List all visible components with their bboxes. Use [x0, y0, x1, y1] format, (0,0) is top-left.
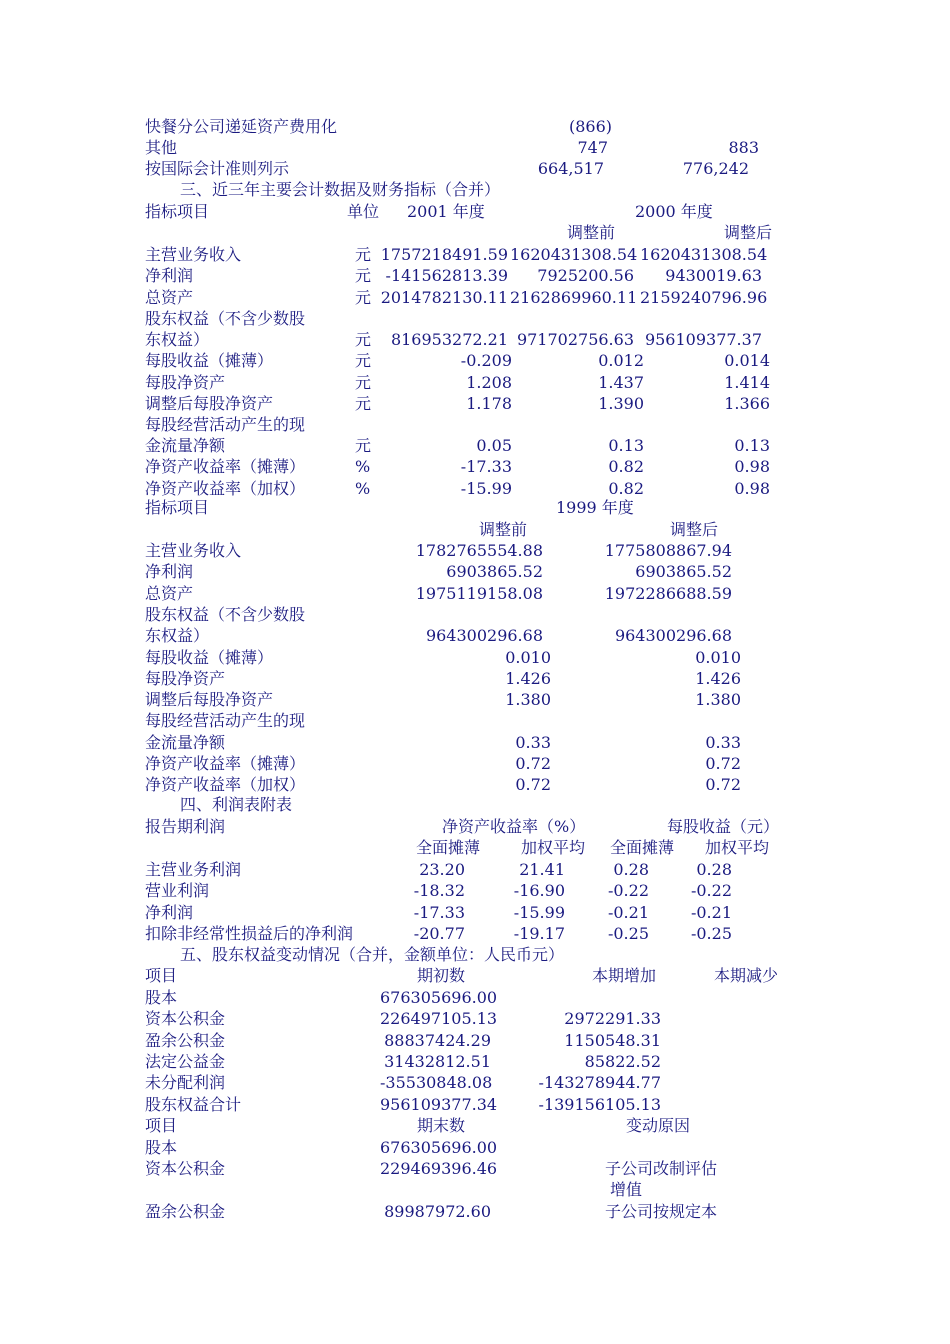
- increase-value: 85822.52: [584, 1051, 661, 1071]
- value-cell: 883: [728, 138, 759, 157]
- closing-value: 229469396.46: [380, 1159, 498, 1179]
- header-year-2000: 2000 年度: [635, 202, 713, 221]
- row-label: 净利润: [145, 562, 194, 582]
- value-1999-before: 964300296.68: [425, 626, 543, 646]
- row-label: 每股净资产: [145, 372, 226, 392]
- row-label: 东权益）: [145, 626, 210, 646]
- roe-full-diluted: -17.33: [413, 902, 465, 922]
- row-label: 每股经营活动产生的现: [145, 711, 306, 731]
- value-1999-after: 1.426: [695, 668, 741, 688]
- unit-cell: 元: [355, 245, 372, 264]
- header-weighted: 加权平均: [521, 838, 586, 857]
- header-increase: 本期增加: [592, 966, 657, 985]
- value-2001: 816953272.21: [390, 329, 508, 349]
- row-label: 净利润: [145, 902, 194, 922]
- change-reason: 增值: [610, 1180, 643, 1200]
- row-label: 快餐分公司递延资产费用化: [145, 117, 338, 136]
- eps-full-diluted: -0.22: [607, 881, 649, 901]
- header-item: 项目: [145, 966, 178, 985]
- row-label: 净资产收益率（加权）: [145, 478, 306, 498]
- value-cell: 747: [577, 138, 608, 157]
- opening-value: 226497105.13: [380, 1009, 498, 1029]
- value-2001: 1757218491.59: [380, 245, 508, 264]
- row-label: 扣除非经常性损益后的净利润: [145, 923, 354, 943]
- value-2000-before: 1620431308.54: [510, 245, 638, 264]
- value-2000-after: 1620431308.54: [640, 245, 768, 264]
- unit-cell: 元: [355, 287, 372, 307]
- header-weighted: 加权平均: [705, 838, 770, 857]
- header-opening: 期初数: [417, 966, 466, 985]
- value-2000-before: 0.82: [608, 478, 644, 498]
- value-2000-before: 0.13: [608, 436, 644, 456]
- value-2000-before: 0.82: [608, 457, 644, 477]
- row-label: 其他: [145, 138, 178, 157]
- value-1999-after: 0.72: [705, 754, 741, 773]
- eps-weighted: 0.28: [696, 860, 732, 879]
- value-2001: 1.178: [466, 393, 512, 413]
- increase-value: 2972291.33: [564, 1009, 661, 1029]
- header-decrease: 本期减少: [714, 966, 779, 985]
- closing-value: 89987972.60: [384, 1201, 491, 1221]
- change-reason: 子公司按规定本: [605, 1201, 718, 1221]
- header-roe: 净资产收益率（%）: [442, 817, 586, 836]
- value-2000-after: 956109377.37: [644, 329, 762, 349]
- header-item: 指标项目: [145, 202, 210, 221]
- increase-value: -143278944.77: [538, 1073, 661, 1093]
- eps-weighted: -0.22: [690, 881, 732, 901]
- value-2000-after: 1.366: [724, 393, 770, 413]
- value-1999-after: 0.33: [705, 732, 741, 752]
- unit-cell: %: [355, 478, 371, 498]
- value-2001: -141562813.39: [385, 266, 508, 286]
- row-label: 盈余公积金: [145, 1030, 226, 1050]
- row-label: 股东权益合计: [145, 1094, 242, 1114]
- value-2000-before: 971702756.63: [516, 329, 634, 349]
- section-heading: 五、股东权益变动情况（合并，金额单位：人民币元）: [180, 945, 565, 964]
- value-1999-before: 0.72: [515, 775, 551, 795]
- unit-cell: 元: [355, 393, 372, 413]
- row-label: 法定公益金: [145, 1051, 226, 1071]
- header-full-diluted: 全面摊薄: [610, 838, 675, 857]
- row-label: 每股收益（摊薄）: [145, 647, 274, 667]
- value-1999-before: 0.33: [515, 732, 551, 752]
- roe-weighted: 21.41: [519, 860, 565, 879]
- value-cell: 664,517: [537, 159, 604, 178]
- value-1999-after: 964300296.68: [614, 626, 732, 646]
- value-cell: 776,242: [682, 159, 749, 178]
- header-item: 指标项目: [145, 498, 210, 517]
- value-1999-after: 1775808867.94: [604, 541, 732, 560]
- value-1999-after: 0.010: [695, 647, 741, 667]
- eps-full-diluted: -0.25: [607, 923, 649, 943]
- roe-weighted: -16.90: [513, 881, 565, 901]
- header-year-2001: 2001 年度: [407, 202, 485, 221]
- row-label: 盈余公积金: [145, 1201, 226, 1221]
- value-2001: -17.33: [460, 457, 512, 477]
- increase-value: -139156105.13: [538, 1094, 661, 1114]
- header-before: 调整前: [567, 223, 616, 242]
- value-2000-before: 0.012: [598, 351, 644, 371]
- row-label: 主营业务收入: [145, 245, 242, 264]
- unit-cell: %: [355, 457, 371, 477]
- row-label: 股东权益（不含少数股: [145, 308, 306, 328]
- value-1999-after: 6903865.52: [635, 562, 732, 582]
- roe-full-diluted: -20.77: [413, 923, 465, 943]
- row-label: 金流量净额: [145, 732, 226, 752]
- value-2000-after: 9430019.63: [665, 266, 762, 286]
- opening-value: -35530848.08: [380, 1073, 493, 1093]
- row-label: 资本公积金: [145, 1009, 226, 1029]
- eps-weighted: -0.25: [690, 923, 732, 943]
- value-1999-before: 1782765554.88: [415, 541, 543, 560]
- unit-cell: 元: [355, 436, 372, 456]
- value-1999-before: 1975119158.08: [415, 583, 543, 603]
- unit-cell: 元: [355, 372, 372, 392]
- row-label: 金流量净额: [145, 436, 226, 456]
- header-year-1999: 1999 年度: [556, 498, 634, 517]
- value-2001: 1.208: [466, 372, 512, 392]
- value-2000-before: 2162869960.11: [510, 287, 638, 307]
- row-label: 净资产收益率（加权）: [145, 775, 306, 795]
- value-2001: 0.05: [476, 436, 512, 456]
- row-label: 调整后每股净资产: [145, 393, 274, 413]
- row-label: 未分配利润: [145, 1073, 226, 1093]
- header-full-diluted: 全面摊薄: [416, 838, 481, 857]
- header-eps: 每股收益（元）: [667, 817, 780, 836]
- increase-value: 1150548.31: [564, 1030, 661, 1050]
- value-2000-after: 1.414: [724, 372, 770, 392]
- section-heading: 三、近三年主要会计数据及财务指标（合并）: [180, 180, 501, 199]
- header-reason: 变动原因: [626, 1116, 691, 1135]
- value-1999-before: 0.72: [515, 754, 551, 773]
- roe-full-diluted: 23.20: [419, 860, 465, 879]
- section-heading: 四、利润表附表: [180, 795, 293, 814]
- row-label: 每股经营活动产生的现: [145, 415, 306, 435]
- row-label: 股本: [145, 1138, 178, 1157]
- opening-value: 31432812.51: [384, 1051, 491, 1071]
- header-before: 调整前: [479, 520, 528, 539]
- value-1999-before: 1.380: [505, 690, 551, 710]
- roe-full-diluted: -18.32: [413, 881, 465, 901]
- value-2000-after: 0.13: [734, 436, 770, 456]
- value-2001: -0.209: [460, 351, 512, 371]
- closing-value: 676305696.00: [380, 1138, 498, 1157]
- eps-full-diluted: -0.21: [607, 902, 649, 922]
- unit-cell: 元: [355, 266, 372, 286]
- opening-value: 88837424.29: [384, 1030, 491, 1050]
- header-after: 调整后: [724, 223, 773, 242]
- eps-full-diluted: 0.28: [613, 860, 649, 879]
- opening-value: 676305696.00: [380, 988, 498, 1007]
- roe-weighted: -19.17: [513, 923, 565, 943]
- opening-value: 956109377.34: [380, 1094, 498, 1114]
- row-label: 股东权益（不含少数股: [145, 604, 306, 624]
- row-label: 总资产: [145, 583, 194, 603]
- unit-cell: 元: [355, 351, 372, 371]
- row-label: 净资产收益率（摊薄）: [145, 457, 306, 477]
- value-2000-after: 0.98: [734, 457, 770, 477]
- row-label: 股本: [145, 988, 178, 1007]
- value-2001: -15.99: [460, 478, 512, 498]
- value-1999-before: 0.010: [505, 647, 551, 667]
- change-reason: 子公司改制评估: [605, 1159, 718, 1179]
- row-label: 净资产收益率（摊薄）: [145, 754, 306, 773]
- row-label: 东权益）: [145, 329, 210, 349]
- header-unit: 单位: [347, 202, 380, 221]
- eps-weighted: -0.21: [690, 902, 732, 922]
- value-2000-before: 7925200.56: [537, 266, 634, 286]
- roe-weighted: -15.99: [513, 902, 565, 922]
- value-1999-before: 6903865.52: [446, 562, 543, 582]
- row-label: 调整后每股净资产: [145, 690, 274, 710]
- value-2000-before: 1.390: [598, 393, 644, 413]
- header-after: 调整后: [670, 520, 719, 539]
- value-2000-after: 2159240796.96: [640, 287, 768, 307]
- header-item: 报告期利润: [145, 817, 226, 836]
- value-2000-after: 0.014: [724, 351, 770, 371]
- value-1999-after: 1972286688.59: [604, 583, 732, 603]
- row-label: 净利润: [145, 266, 194, 286]
- row-label: 每股收益（摊薄）: [145, 351, 274, 371]
- value-2001: 2014782130.11: [380, 287, 508, 307]
- unit-cell: 元: [355, 329, 372, 349]
- value-cell: (866): [568, 117, 612, 136]
- value-1999-after: 0.72: [705, 775, 741, 795]
- row-label: 营业利润: [145, 881, 210, 901]
- header-item: 项目: [145, 1116, 178, 1135]
- value-1999-after: 1.380: [695, 690, 741, 710]
- value-1999-before: 1.426: [505, 668, 551, 688]
- row-label: 总资产: [145, 287, 194, 307]
- row-label: 每股净资产: [145, 668, 226, 688]
- row-label: 主营业务收入: [145, 541, 242, 560]
- row-label: 主营业务利润: [145, 860, 242, 879]
- row-label: 按国际会计准则列示: [145, 159, 290, 178]
- value-2000-after: 0.98: [734, 478, 770, 498]
- value-2000-before: 1.437: [598, 372, 644, 392]
- row-label: 资本公积金: [145, 1159, 226, 1179]
- header-closing: 期末数: [417, 1116, 466, 1135]
